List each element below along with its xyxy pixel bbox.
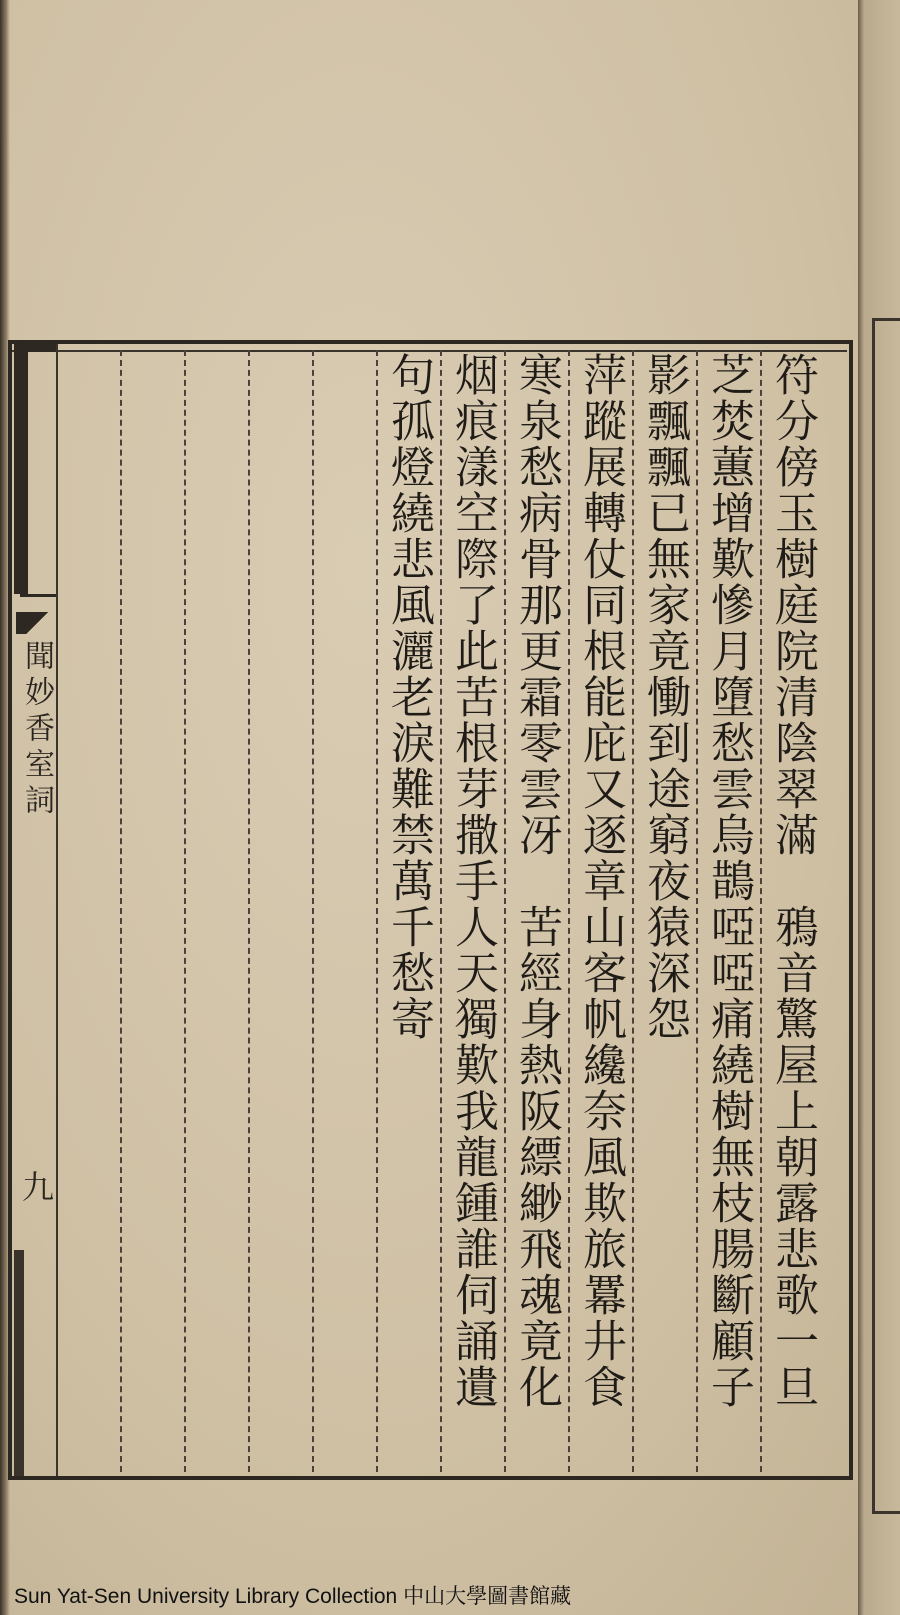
text-column: 句孤燈繞悲風灑老淚難禁萬千愁寄 <box>383 352 434 1042</box>
text-column: 萍蹤展轉仗同根能庇又逐章山客帆纔奈風欺旅羃井食 <box>575 352 626 1410</box>
black-mouth-ornament <box>14 344 28 594</box>
text-column: 影飄飄已無家竟慟到途窮夜猿深怨 <box>639 352 690 1042</box>
column-rule <box>760 350 762 1472</box>
black-mouth-ornament-bottom <box>14 1250 24 1476</box>
column-rule <box>248 350 250 1472</box>
page-number: 九 <box>17 1170 55 1202</box>
fishtail-ornament <box>16 612 58 634</box>
column-rule <box>568 350 570 1472</box>
column-rule <box>632 350 634 1472</box>
book-title: 聞妙香室詞 <box>19 640 54 820</box>
text-column: 烟痕漾空際了此苦根芽撒手人天獨歎我龍鍾誰伺誦遺 <box>447 352 498 1410</box>
column-rule <box>376 350 378 1472</box>
column-rule <box>696 350 698 1472</box>
library-caption: Sun Yat-Sen University Library Collection 中山大學圖書館藏 <box>14 1585 572 1608</box>
black-mouth-ornament-cap <box>28 344 56 352</box>
text-column: 寒泉愁病骨那更霜零雲冴 苦經身熱阪縹緲飛魂竟化 <box>511 352 562 1410</box>
column-rule <box>120 350 122 1472</box>
text-column: 芝焚蕙增歎慘月墮愁雲烏鵲啞啞痛繞樹無枝腸斷顧子 <box>703 352 754 1410</box>
margin-rule <box>20 594 56 597</box>
text-column: 符分傍玉樹庭院清陰翠滿 鴉音驚屋上朝露悲歌一旦 <box>767 352 818 1410</box>
column-rule <box>312 350 314 1472</box>
column-rule <box>504 350 506 1472</box>
column-rule <box>440 350 442 1472</box>
adjacent-page-frame <box>872 318 900 1514</box>
column-rule <box>184 350 186 1472</box>
